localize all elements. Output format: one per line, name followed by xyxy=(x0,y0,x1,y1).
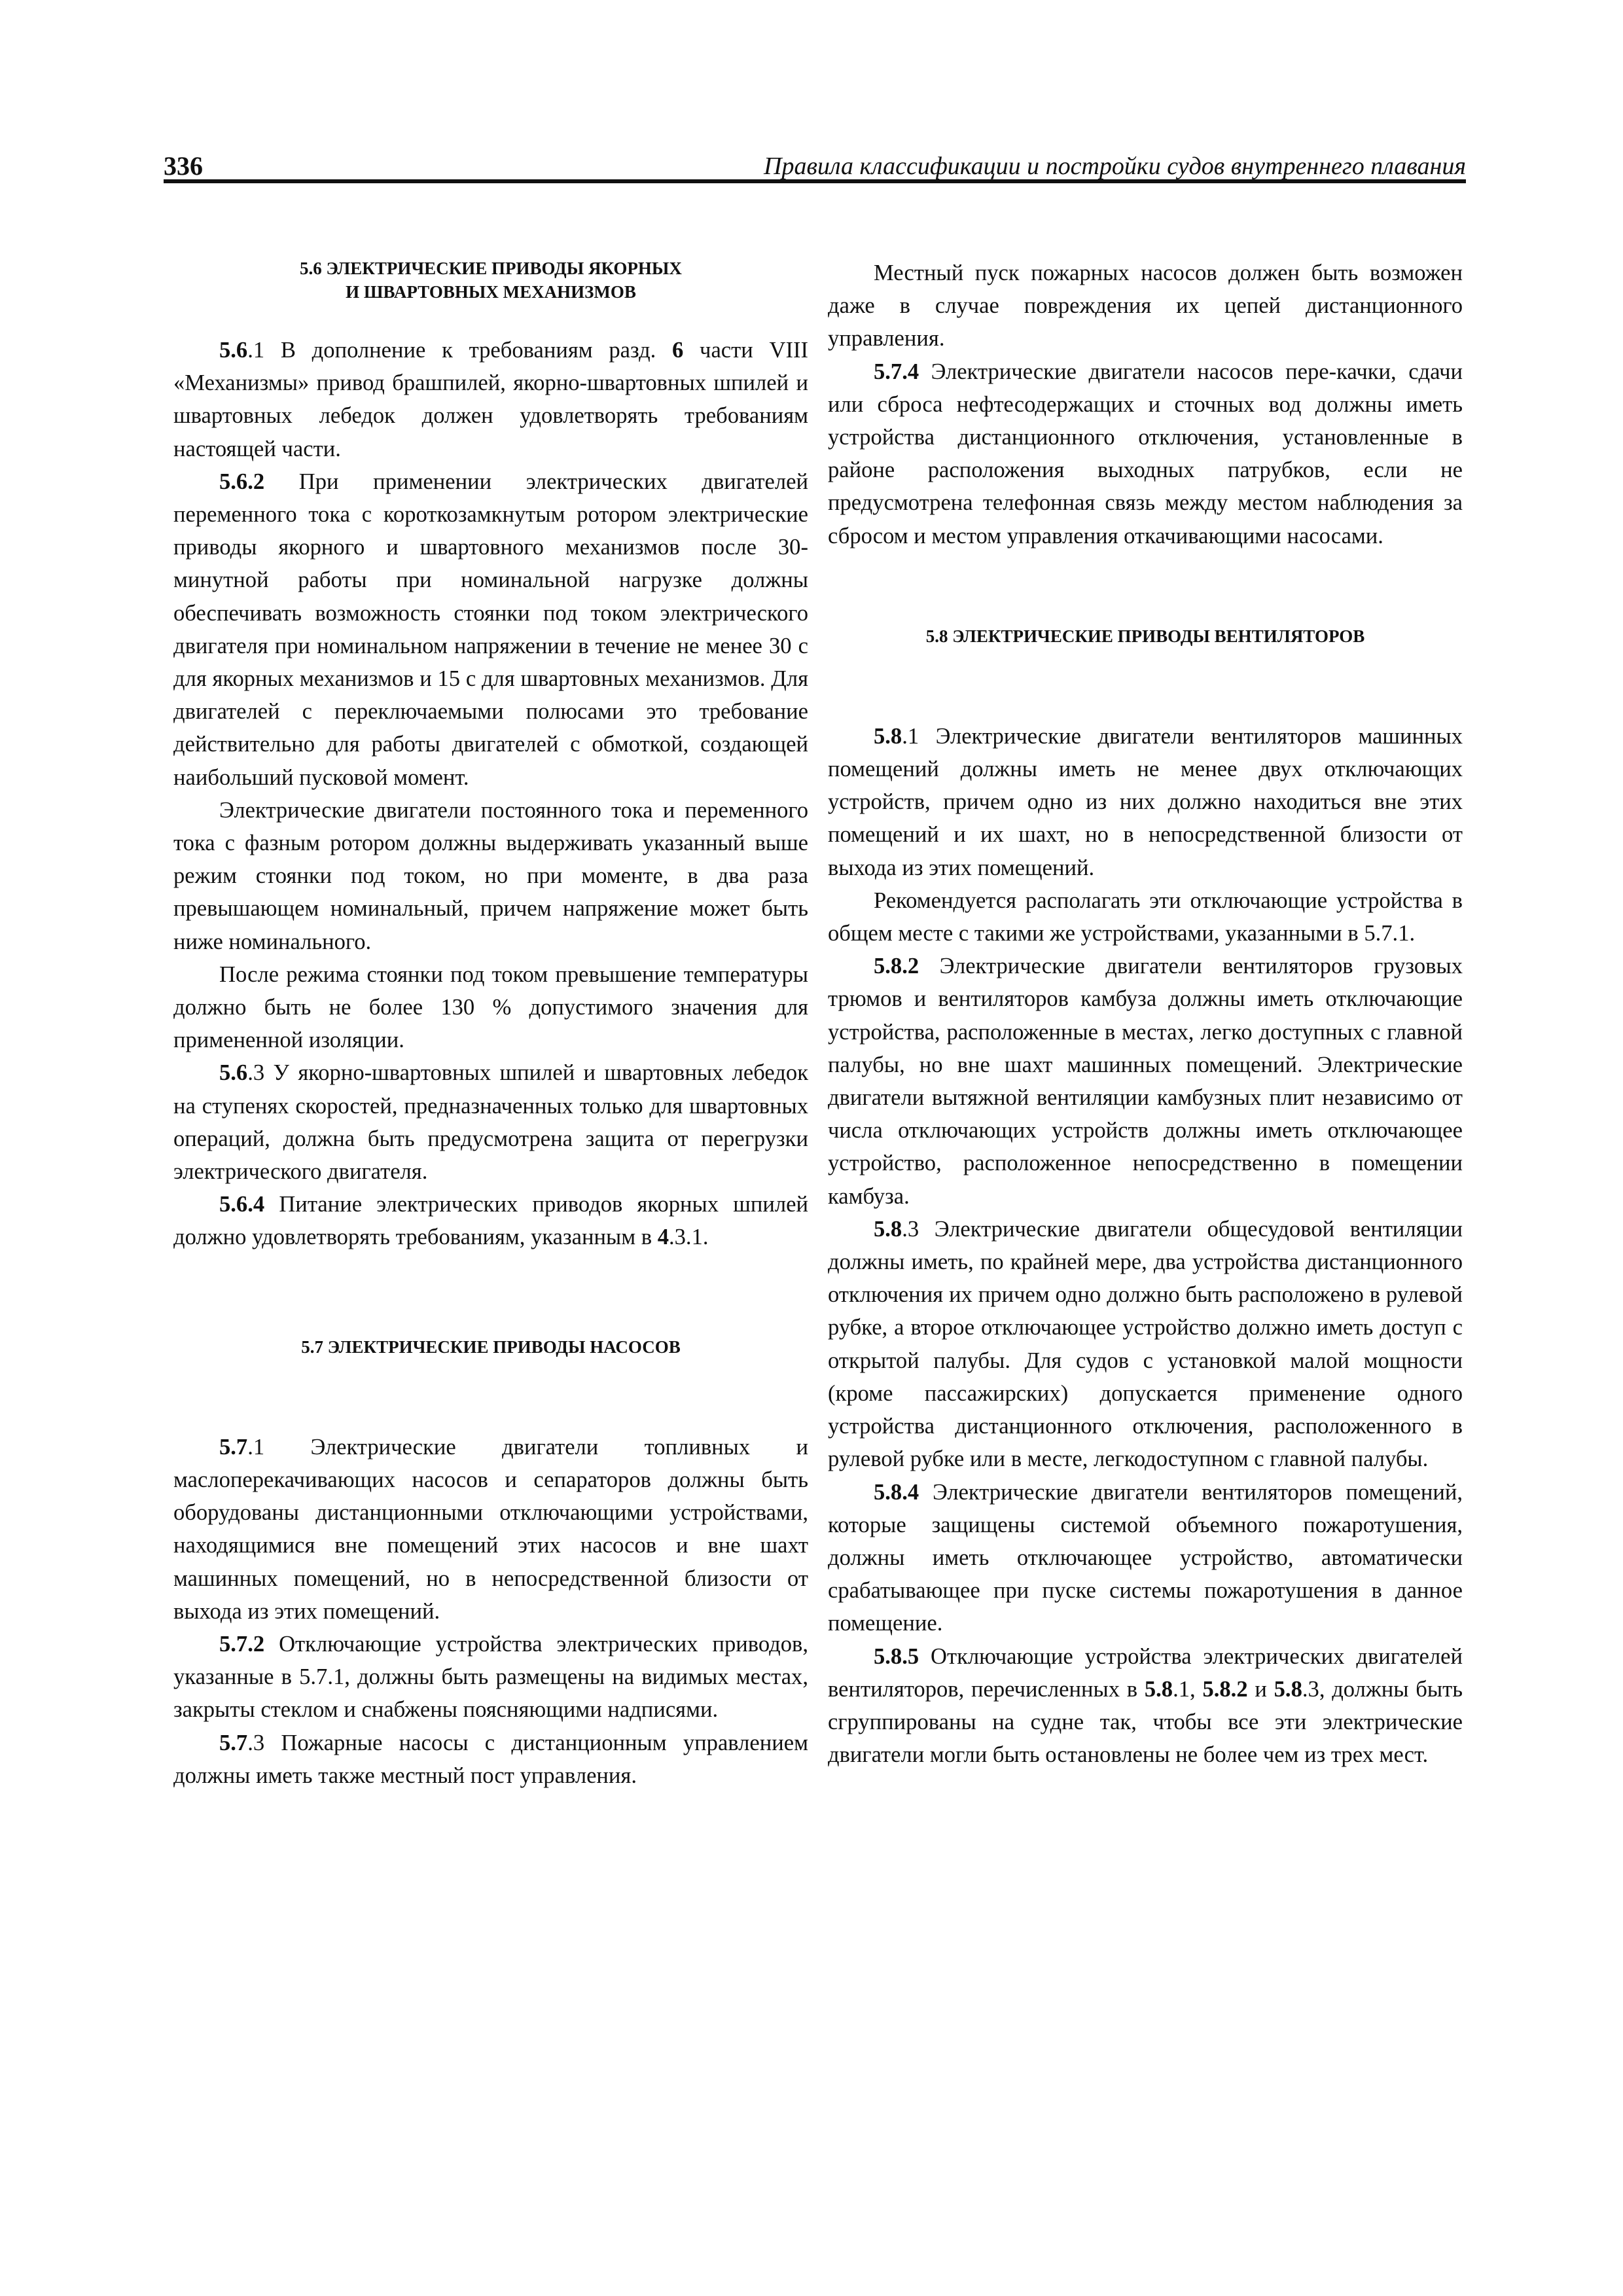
left-column xyxy=(173,257,808,1792)
paragraph-5-6-1: 5.6.1 В дополнение к требованиям разд. 6 части VIII «Механизмы» привод брашпилей, якорно-швартовных шпилей и швартовных лебедок должен удовлетворять требованиям настоящей части. xyxy=(173,338,808,461)
paragraph-5-7-3: 5.7.3 Пожарные насосы с дистанционным управлением должны иметь также местный пост управления. xyxy=(173,1730,808,1788)
section-5-6-title: 5.6 ЭЛЕКТРИЧЕСКИЕ ПРИВОДЫ ЯКОРНЫХ И ШВАРТОВНЫХ МЕХАНИЗМОВ xyxy=(300,259,682,302)
paragraph-5-8-5: 5.8.5 Отключающие устройства электрических двигателей вентиляторов, перечисленных в 5.8.1, 5.8.2 и 5.8.3, должны быть сгруппированы на судне так, чтобы все эти электрические двигатели могли быть остановлены не более чем из трех мест. xyxy=(828,1643,1463,1768)
paragraph-5-8-1: 5.8.1 Электрические двигатели вентиляторов машинных помещений должны иметь не менее двух отключающих устройств, причем одно из них должно находиться вне этих помещений и их шахт, но в непосредственной близости от выхода из этих помещений. xyxy=(828,723,1463,880)
page-header xyxy=(164,151,1466,183)
paragraph-5-7-3-cont: Местный пуск пожарных насосов должен быть возможен даже в случае повреждения их цепей дистанционного управления. xyxy=(828,260,1463,351)
right-column xyxy=(828,257,1463,1771)
paragraph-5-7-1: 5.7.1 Электрические двигатели топливных и маслоперекачивающих насосов и сепараторов должны быть оборудованы дистанционными отключающими устройствами, находящимися вне помещений этих насосов и вне шахт машинных помещений, но в непосредственной близости от выхода из этих помещений. xyxy=(173,1434,808,1624)
paragraph-5-6-4: 5.6.4 Питание электрических приводов якорных шпилей должно удовлетворять требованиям, указанным в 4.3.1. xyxy=(173,1192,808,1250)
paragraph-5-6-2: 5.6.2 При применении электрических двигателей переменного тока с короткозамкнутым ротором электрические приводы якорного и швартовного механизмов после 30-минутной работы при номинальной нагрузке должны обеспечивать возможность стоянки под током электрического двигателя при номинальном напряжении в течение не менее 30 с для якорных механизмов и 15 с для швартовных механизмов. Для двигателей с переключаемыми полюсами это требование действительно для работы двигателей с обмоткой, создающей наибольший пусковой момент. xyxy=(173,469,808,790)
paragraph-5-8-4: 5.8.4 Электрические двигатели вентиляторов помещений, которые защищены системой объемного пожаротушения, должны иметь отключающее устройство, автоматически срабатывающее при пуске системы пожаротушения в данное помещение. xyxy=(828,1479,1463,1636)
paragraph-5-8-2: 5.8.2 Электрические двигатели вентиляторов грузовых трюмов и вентиляторов камбуза должны иметь отключающие устройства, расположенные в местах, легко доступных с главной палубы, но вне шахт машинных помещений. Электрические двигатели вытяжной вентиляции камбузных плит независимо от числа отключающих устройств должны иметь отключающее устройство, расположенное непосредственно в помещении камбуза. xyxy=(828,954,1463,1209)
paragraph-5-6-3: 5.6.3 У якорно-швартовных шпилей и швартовных лебедок на ступенях скоростей, предназначенных только для швартовных операций, должна быть предусмотрена защита от перегрузки электрического двигателя. xyxy=(173,1060,808,1185)
paragraph-5-7-2: 5.7.2 Отключающие устройства электрических приводов, указанные в 5.7.1, должны быть размещены на видимых местах, закрыты стеклом и снабжены поясняющими надписями. xyxy=(173,1631,808,1723)
paragraph-5-7-4: 5.7.4 Электрические двигатели насосов пере-качки, сдачи или сброса нефтесодержащих и сточных вод должны иметь устройства дистанционного отключения, установленные в районе расположения выходных патрубков, если не предусмотрена телефонная связь между местом наблюдения за сбросом и местом управления откачивающими насосами. xyxy=(828,359,1463,548)
paragraph-5-6-2-cont-2: После режима стоянки под током превышение температуры должно быть не более 130 % допустимого значения для примененной изоляции. xyxy=(173,961,808,1053)
paragraph-5-8-1-cont: Рекомендуется располагать эти отключающие устройства в общем месте с такими же устройствами, указанными в 5.7.1. xyxy=(828,888,1463,946)
paragraph-5-6-2-cont-1: Электрические двигатели постоянного тока и переменного тока с фазным ротором должны выдерживать указанный выше режим стоянки под током, но при моменте, в два раза превышающем номинальный, причем напряжение может быть ниже номинального. xyxy=(173,797,808,954)
running-title: Правила классификации и постройки судов внутреннего плавания xyxy=(764,152,1466,180)
page-number: 336 xyxy=(164,151,203,181)
paragraph-5-8-3: 5.8.3 Электрические двигатели общесудовой вентиляции должны иметь, по крайней мере, два устройства дистанционного отключения их причем одно должно быть расположено в рулевой рубке, а второе отключающее устройство должно иметь доступ с открытой палубы. Для судов с установкой малой мощности (кроме пассажирских) допускается применение одного устройства дистанционного отключения, расположенного в рулевой рубке или в месте, легкодоступном с главной палубы. xyxy=(828,1216,1463,1472)
section-5-8-title: 5.8 ЭЛЕКТРИЧЕСКИЕ ПРИВОДЫ ВЕНТИЛЯТОРОВ xyxy=(925,626,1365,646)
section-5-7-title: 5.7 ЭЛЕКТРИЧЕСКИЕ ПРИВОДЫ НАСОСОВ xyxy=(301,1336,681,1357)
